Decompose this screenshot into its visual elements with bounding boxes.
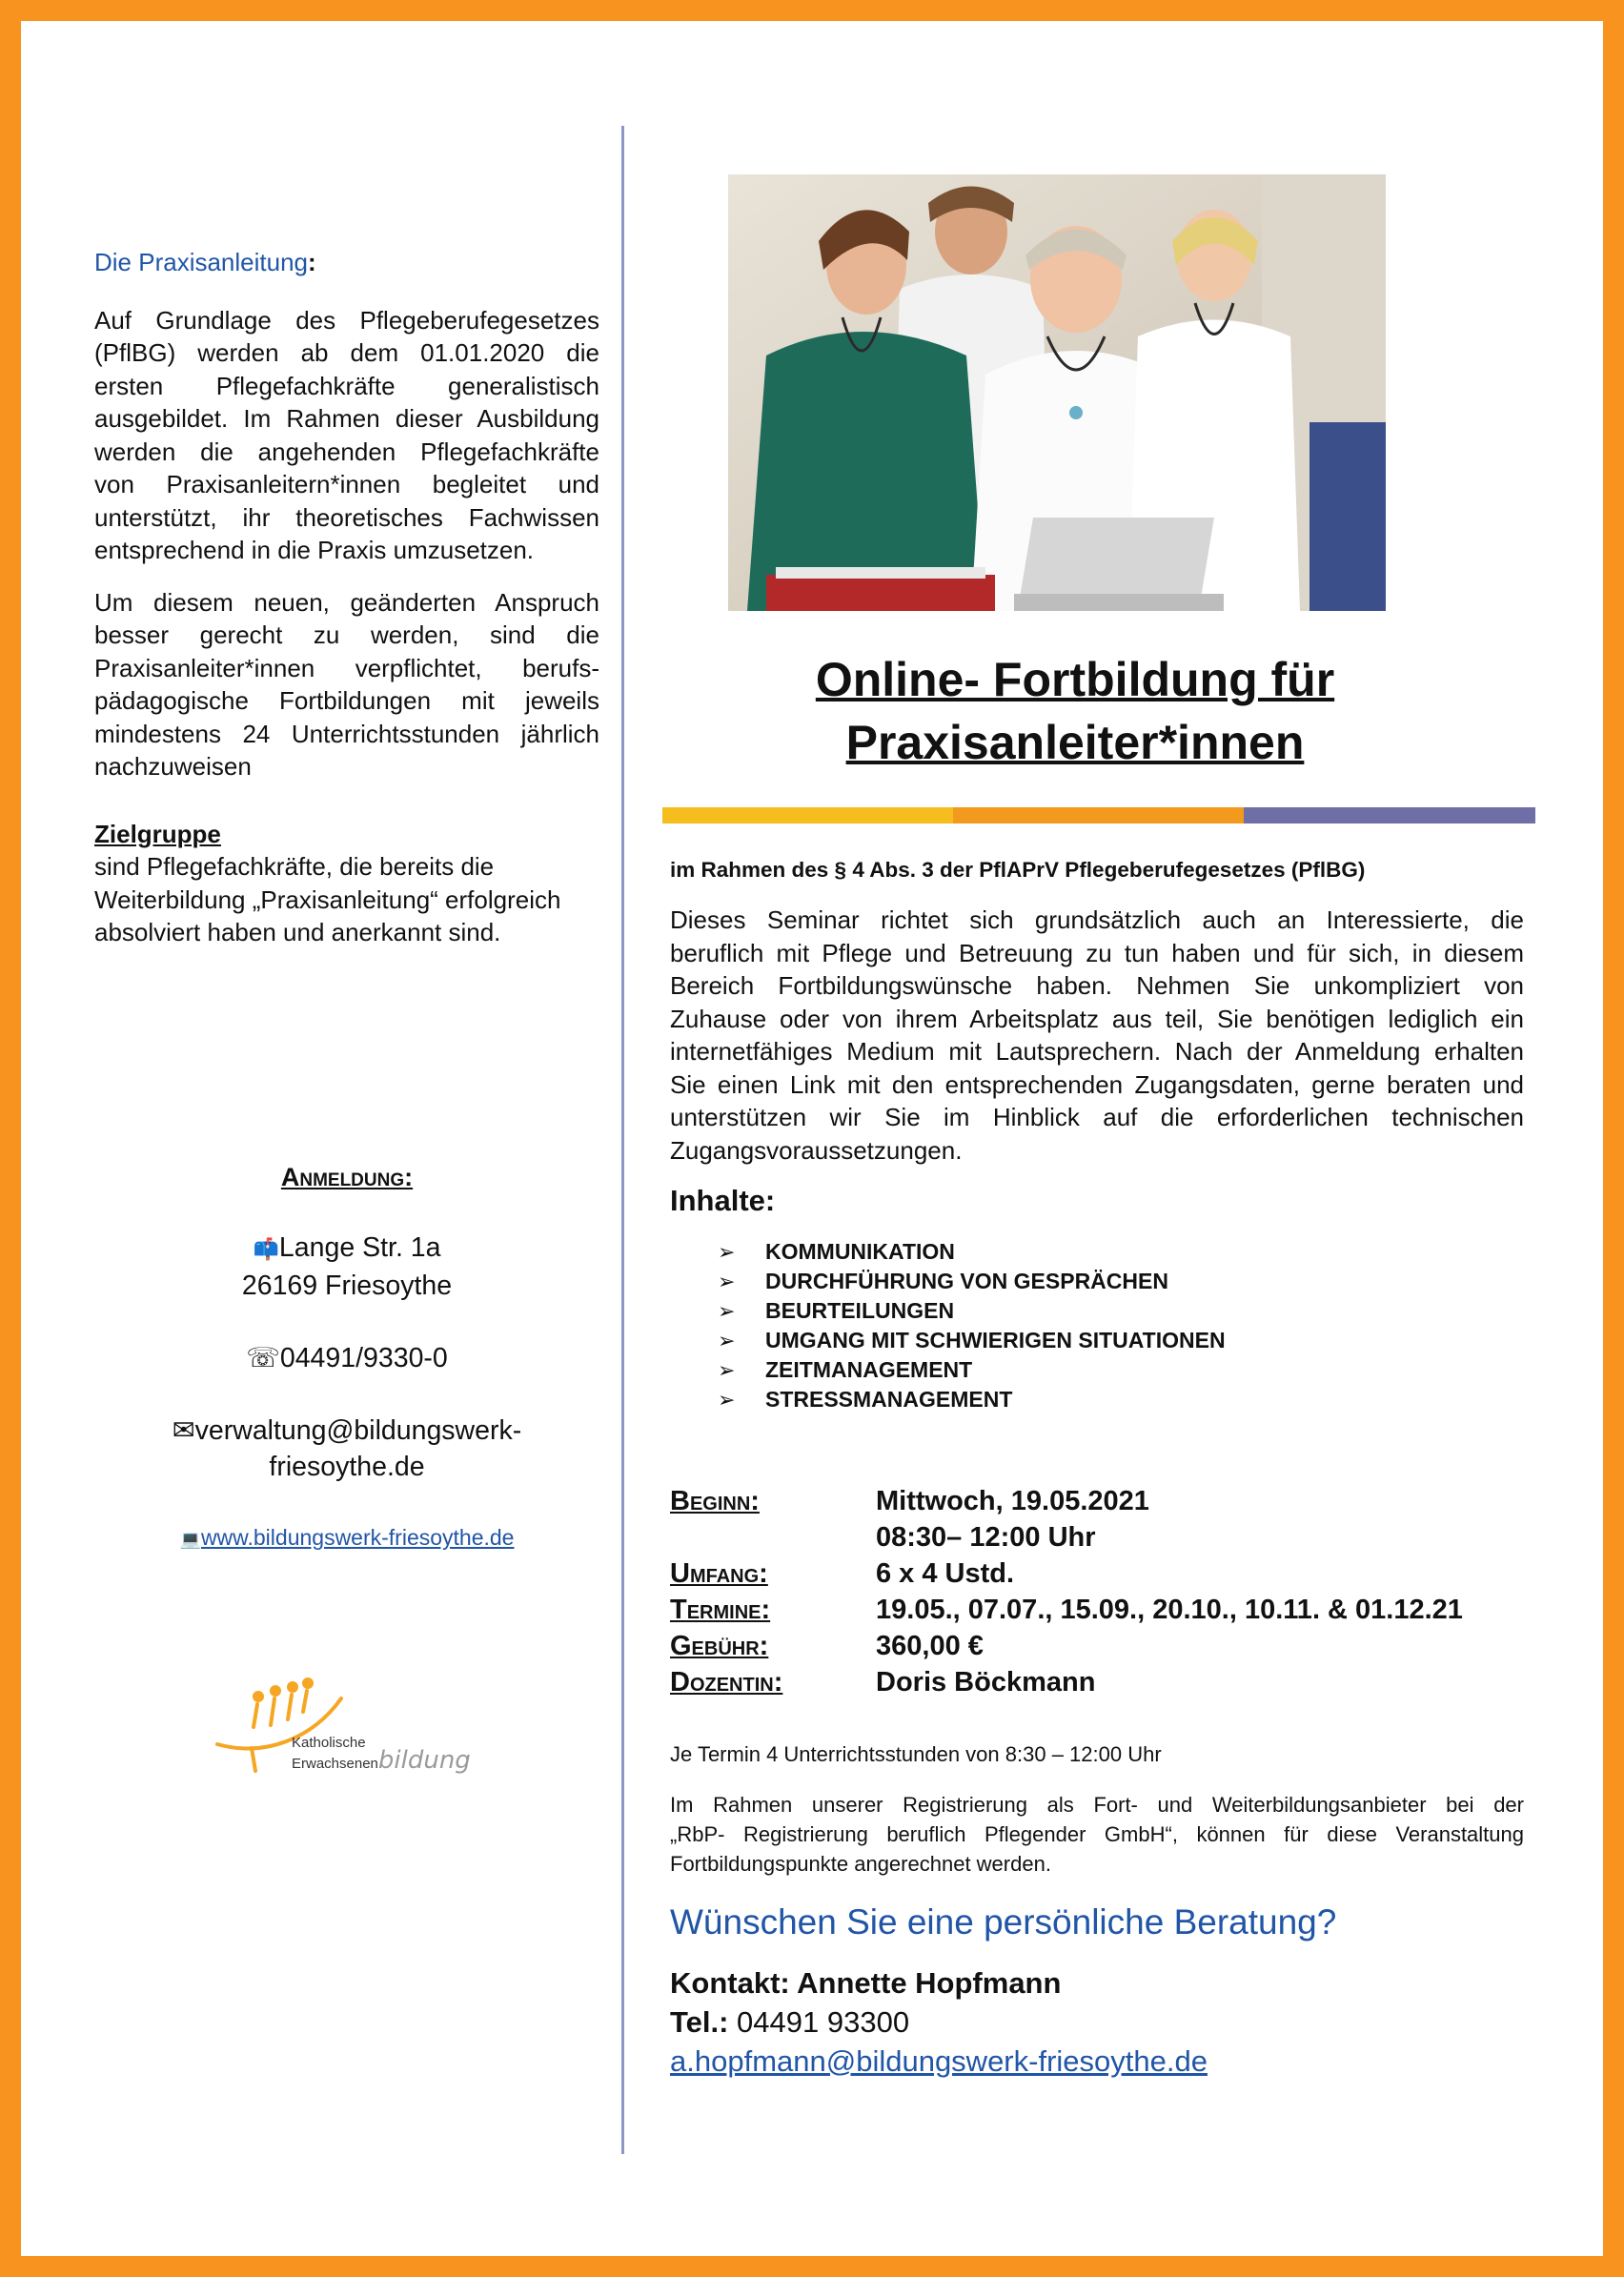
p2-line: Um diesem neuen, geänderten Anspruch: [94, 587, 599, 617]
inhalte-item: [670, 1296, 1528, 1326]
desc-line: Zugangsvoraussetzungen.: [670, 1135, 963, 1165]
inhalte-heading: Inhalte:: [670, 1184, 776, 1217]
p2-line: Praxisanleiter*innen verpflichtet, berufs-: [94, 653, 599, 682]
desc-line: internetfähiges Medium mit Lautsprechern. Nach der Anmeldung erhalten: [670, 1037, 1524, 1066]
address-street: Lange Str. 1a: [278, 1232, 441, 1263]
p1-line: von Praxisanleitern*innen begleitet und: [94, 470, 599, 498]
p1-line: ersten Pflegefachkräfte generalistisch: [94, 371, 599, 400]
rbp-line: „RbP- Registrierung beruflich Pflegender GmbH“, können für diese Veranstaltung: [670, 1822, 1524, 1846]
intro-heading-colon: :: [308, 248, 316, 276]
contact-block: [670, 1963, 1528, 2081]
logo-line2: [292, 1746, 471, 1775]
nurses-photo: [728, 174, 1386, 611]
p1-line: werden die angehenden Pflegefachkräfte: [94, 437, 599, 466]
address: [94, 1230, 599, 1268]
mailbox-icon: 📫: [253, 1237, 279, 1261]
subtitle: im Rahmen des § 4 Abs. 3 der PflAPrV Pflegeberufegesetzes (PflBG): [670, 858, 1366, 882]
inhalte-item: [670, 1237, 1528, 1267]
p1-line: ausgebildet. Im Rahmen dieser Ausbildung: [94, 404, 599, 433]
p2-line: mindestens 24 Unterrichtsstunden jährlich: [94, 719, 599, 748]
logo-bildung: bildung: [377, 1746, 471, 1775]
p3-line: absolviert haben und anerkannt sind.: [94, 918, 501, 946]
color-bar-purple: [1244, 807, 1535, 823]
title-line1: Online- Fortbildung für: [815, 653, 1335, 706]
p1-line: (PflBG) werden ab dem 01.01.2020 die: [94, 338, 599, 367]
color-bar-yellow: [662, 807, 953, 823]
phone-icon: ☏: [246, 1343, 280, 1373]
intro-heading: [94, 246, 599, 279]
intro-paragraph: [94, 304, 599, 567]
zielgruppe-paragraph: [94, 850, 599, 949]
arrow-bullet-icon: ➢: [718, 1240, 736, 1264]
phone-number: 04491/9330-0: [279, 1343, 448, 1373]
title-line2: Praxisanleiter*innen: [845, 716, 1305, 769]
p1-line: Auf Grundlage des Pflegeberufegesetzes: [94, 305, 599, 335]
p1-line: entsprechend in die Praxis umzusetzen.: [94, 536, 535, 564]
beginn-label: Beginn:: [670, 1486, 760, 1516]
desc-line: beruflich mit Pflege und Betreuung zu tun haben und für sich, in diesem: [670, 938, 1524, 967]
desc-line: Dieses Seminar richtet sich grundsätzlich auch an Interessierte, die: [670, 905, 1524, 934]
email-line1[interactable]: verwaltung@bildungswerk-: [194, 1415, 522, 1446]
column-divider: [621, 126, 624, 2154]
website[interactable]: [94, 1523, 599, 1554]
kontakt-email-link[interactable]: a.hopfmann@bildungswerk-friesoythe.de: [670, 2044, 1208, 2078]
p1-line: unterstützt, ihr theoretisches Fachwissen: [94, 502, 599, 532]
p2-line: besser gerecht zu werden, sind die: [94, 620, 599, 649]
arrow-bullet-icon: ➢: [718, 1299, 736, 1323]
tel-value: 04491 93300: [728, 2005, 910, 2039]
p2-line: nachzuweisen: [94, 752, 252, 781]
inhalte-list: [670, 1237, 1528, 1414]
p3-line: Weiterbildung „Praxisanleitung“ erfolgreich: [94, 884, 561, 914]
computer-icon: 💻: [179, 1530, 201, 1549]
inhalte-item-label: KOMMUNIKATION: [765, 1239, 955, 1264]
website-link[interactable]: www.bildungswerk-friesoythe.de: [200, 1525, 515, 1550]
inhalte-item: [670, 1267, 1528, 1296]
kath-erwachsenenbildung-logo: [208, 1670, 475, 1784]
inhalte-item: [670, 1385, 1528, 1414]
email[interactable]: [94, 1413, 599, 1449]
intro-heading-text: Die Praxisanleitung: [94, 248, 309, 276]
color-bar-orange: [953, 807, 1244, 823]
desc-line: Bereich Fortbildungswünsche haben. Nehmen Sie unkompliziert von: [670, 971, 1524, 1000]
arrow-bullet-icon: ➢: [718, 1358, 736, 1382]
termine-label: Termine:: [670, 1595, 771, 1625]
logo-erwachsenen: Erwachsenen: [292, 1756, 378, 1772]
anmeldung-heading-text: Anmeldung:: [280, 1163, 414, 1191]
logo-text: [292, 1735, 471, 1773]
arrow-bullet-icon: ➢: [718, 1388, 736, 1412]
desc-line: Sie einen Link mit den entsprechenden Zugangsdaten, gerne beraten und: [670, 1069, 1524, 1099]
rbp-line: Im Rahmen unserer Registrierung als Fort- und Weiterbildungsanbieter bei der: [670, 1793, 1524, 1817]
inhalte-item-label: UMGANG MIT SCHWIERIGEN SITUATIONEN: [765, 1328, 1226, 1352]
desc-line: unterstützen wir Sie im Hinblick auf die erforderlichen technischen: [670, 1103, 1524, 1131]
inhalte-item: [670, 1355, 1528, 1385]
gebuehr-value: 360,00 €: [876, 1631, 984, 1661]
rbp-paragraph: [670, 1790, 1528, 1879]
inhalte-item: [670, 1326, 1528, 1355]
arrow-bullet-icon: ➢: [718, 1329, 736, 1352]
dozentin-value: Doris Böckmann: [876, 1667, 1096, 1698]
termine-value: 19.05., 07.07., 15.09., 20.10., 10.11. & 01.12.21: [876, 1595, 1463, 1625]
inhalte-item-label: ZEITMANAGEMENT: [765, 1357, 973, 1382]
logo-line1: Katholische: [292, 1735, 366, 1751]
nurses-photo-image: [728, 174, 1386, 611]
duty-paragraph: [94, 586, 599, 783]
right-column: [670, 856, 1528, 1414]
anmeldung-heading: [94, 1159, 599, 1195]
umfang-value: 6 x 4 Ustd.: [876, 1558, 1015, 1589]
beginn-value: Mittwoch, 19.05.2021: [876, 1486, 1149, 1516]
desc-line: Zuhause oder von ihrem Arbeitsplatz aus teil, Sie benötigen lediglich ein: [670, 1004, 1524, 1033]
beginn-time: 08:30– 12:00 Uhr: [876, 1522, 1096, 1553]
left-column: [94, 246, 599, 949]
address-city: 26169 Friesoythe: [241, 1271, 453, 1301]
page-title: [658, 648, 1492, 774]
note-termin: Je Termin 4 Unterrichtsstunden von 8:30 – 12:00 Uhr: [670, 1742, 1162, 1766]
email-line2[interactable]: friesoythe.de: [269, 1452, 425, 1482]
phone: [94, 1340, 599, 1376]
description-paragraph: [670, 904, 1528, 1167]
envelope-icon: ✉: [172, 1415, 195, 1446]
p2-line: pädagogische Fortbildungen mit jeweils: [94, 686, 599, 715]
zielgruppe-heading: Zielgruppe: [94, 819, 221, 848]
inhalte-item-label: STRESSMANAGEMENT: [765, 1387, 1013, 1412]
dozentin-label: Dozentin:: [670, 1667, 783, 1698]
beratung-heading: Wünschen Sie eine persönliche Beratung?: [670, 1902, 1337, 1942]
kontakt-tel: [670, 2003, 1528, 2042]
p3-line: sind Pflegefachkräfte, die bereits die: [94, 852, 495, 881]
kontakt-name: Kontakt: Annette Hopfmann: [670, 1966, 1062, 2000]
tel-label: Tel.:: [670, 2005, 729, 2039]
inhalte-item-label: DURCHFÜHRUNG VON GESPRÄCHEN: [765, 1269, 1168, 1293]
rbp-line: Fortbildungspunkte angerechnet werden.: [670, 1852, 1051, 1876]
inhalte-item-label: BEURTEILUNGEN: [765, 1298, 955, 1323]
registration-block: [94, 1159, 599, 1554]
gebuehr-label: Gebühr:: [670, 1631, 769, 1661]
umfang-label: Umfang:: [670, 1558, 768, 1589]
arrow-bullet-icon: ➢: [718, 1270, 736, 1293]
